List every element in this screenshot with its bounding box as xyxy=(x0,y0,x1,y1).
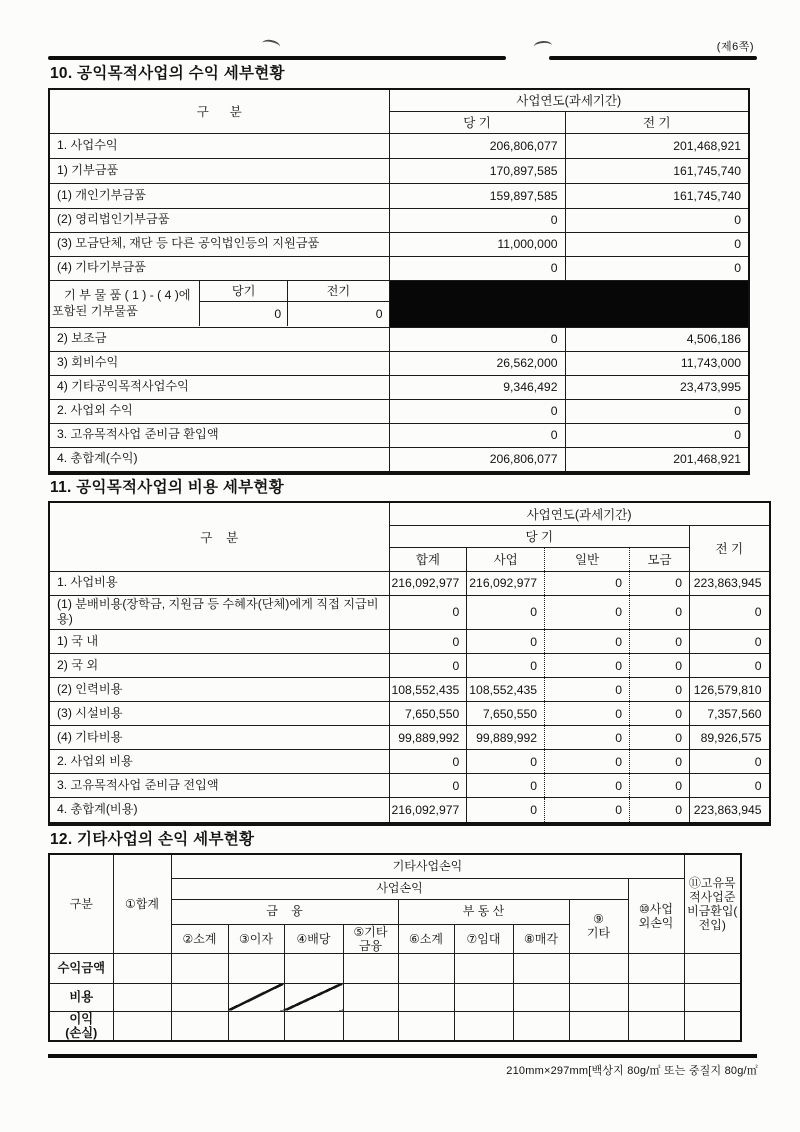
other-line2: 기타 xyxy=(586,926,611,941)
empty-cell xyxy=(284,1011,343,1041)
value-prior: 126,579,810 xyxy=(690,678,770,702)
bottom-rule xyxy=(48,1054,757,1058)
value-total: 108,552,435 xyxy=(389,678,467,702)
scan-mark xyxy=(261,38,281,52)
row-label: (3) 모금단체, 재단 등 다른 공익법인등의 지원금품 xyxy=(49,232,389,256)
value-prior: 7,357,560 xyxy=(690,702,770,726)
col-header-rent: ⑦임대 xyxy=(454,924,513,953)
value-prior: 23,473,995 xyxy=(565,375,749,399)
table-row xyxy=(49,571,770,595)
empty-cell xyxy=(513,983,569,1011)
value-prior: 223,863,945 xyxy=(690,571,770,595)
sub-value-current: 0 xyxy=(274,306,282,321)
col-header-prior: 전 기 xyxy=(690,525,770,571)
other-finance-line2: 금융 xyxy=(358,938,383,953)
table-row xyxy=(49,351,749,375)
empty-cell xyxy=(398,953,454,983)
col-header-business-year: 사업연도(과세기간) xyxy=(389,502,770,525)
empty-cell xyxy=(113,983,171,1011)
table-row xyxy=(49,423,749,447)
row-label: 4. 총합계(수익) xyxy=(49,447,389,473)
table-row xyxy=(49,654,770,678)
header-row xyxy=(49,502,770,525)
col-header-sale: ⑧매각 xyxy=(513,924,569,953)
row-label: 1. 사업비용 xyxy=(49,571,389,595)
donated-goods-label xyxy=(50,281,200,326)
empty-cell xyxy=(454,1011,513,1041)
other-finance-line1: ⑤기타 xyxy=(353,924,388,939)
scan-mark xyxy=(534,40,553,51)
value-prior: 0 xyxy=(690,774,770,798)
row-label: 2. 사업외 수익 xyxy=(49,399,389,423)
value-current: 0 xyxy=(389,256,565,280)
value-prior: 0 xyxy=(690,630,770,654)
row-label: (3) 시설비용 xyxy=(49,702,389,726)
value-business: 0 xyxy=(467,774,545,798)
value-prior: 11,743,000 xyxy=(565,351,749,375)
col-header-dividend: ④배당 xyxy=(284,924,343,953)
nonbusiness-pl-line2: 외손익 xyxy=(638,915,674,930)
value-fundraising: 0 xyxy=(630,678,690,702)
row-label: (2) 영리법인기부금품 xyxy=(49,208,389,232)
value-prior: 0 xyxy=(565,256,749,280)
col-header-general: 일반 xyxy=(545,547,630,571)
other-business-pl-table xyxy=(48,853,742,1042)
empty-cell xyxy=(628,983,684,1011)
value-prior: 201,468,921 xyxy=(565,447,749,473)
value-general: 0 xyxy=(545,702,630,726)
col-header-business: 사업 xyxy=(467,547,545,571)
revenue-detail-table xyxy=(48,88,750,475)
row-label: 1) 기부금품 xyxy=(49,158,389,183)
value-current: 170,897,585 xyxy=(389,158,565,183)
value-total: 216,092,977 xyxy=(389,571,467,595)
value-prior: 0 xyxy=(565,399,749,423)
header-row xyxy=(49,89,749,111)
value-general: 0 xyxy=(545,774,630,798)
empty-cell xyxy=(569,953,628,983)
empty-cell xyxy=(343,1011,398,1041)
donated-goods-cell xyxy=(49,280,389,327)
value-prior: 0 xyxy=(690,654,770,678)
reserve-return-line1: ⑪고유목 xyxy=(688,875,736,890)
reserve-return-line4: 전입) xyxy=(698,918,726,933)
empty-cell xyxy=(569,1011,628,1041)
value-prior: 0 xyxy=(690,595,770,630)
empty-cell xyxy=(684,983,741,1011)
value-fundraising: 0 xyxy=(630,571,690,595)
value-total: 216,092,977 xyxy=(389,798,467,824)
table-row xyxy=(49,774,770,798)
nonbusiness-pl-line1: ⑩사업 xyxy=(639,901,673,916)
col-header-business-year: 사업연도(과세기간) xyxy=(389,89,749,111)
empty-cell xyxy=(684,1011,741,1041)
table-row xyxy=(49,630,770,654)
value-prior: 161,745,740 xyxy=(565,183,749,208)
table-row xyxy=(49,327,749,351)
table-row xyxy=(49,798,770,824)
section10-title: 10. 공익목적사업의 수익 세부현황 xyxy=(50,65,285,82)
empty-cell xyxy=(228,1011,284,1041)
row-label: 1) 국 내 xyxy=(49,630,389,654)
revenue-row xyxy=(49,953,741,983)
value-prior: 161,745,740 xyxy=(565,158,749,183)
value-business: 108,552,435 xyxy=(467,678,545,702)
reserve-return-line3: 비금환입( xyxy=(687,903,738,918)
value-general: 0 xyxy=(545,595,630,630)
col-header-current: 당 기 xyxy=(389,525,690,547)
row-label: 3. 고유목적사업 준비금 환입액 xyxy=(49,423,389,447)
empty-cell xyxy=(628,1011,684,1041)
row-label xyxy=(49,1011,113,1041)
value-total: 0 xyxy=(389,774,467,798)
empty-cell xyxy=(113,953,171,983)
col-header-reserve-return xyxy=(684,854,741,953)
col-header-other-finance xyxy=(343,924,398,953)
expense-detail-table xyxy=(48,501,771,826)
row-label: 1. 사업수익 xyxy=(49,133,389,158)
row-label: 비용 xyxy=(49,983,113,1011)
value-prior: 0 xyxy=(565,232,749,256)
reserve-return-line2: 적사업준 xyxy=(689,889,736,904)
empty-cell xyxy=(513,1011,569,1041)
donated-goods-label-line1: 기 부 물 품 ( 1 ) - ( 4 )에 xyxy=(64,287,191,302)
table-row xyxy=(49,726,770,750)
table-row xyxy=(49,702,770,726)
value-prior: 0 xyxy=(690,750,770,774)
profit-label-line1: 이익 xyxy=(69,1011,94,1026)
value-business: 99,889,992 xyxy=(467,726,545,750)
table-row xyxy=(49,595,770,630)
donated-goods-row xyxy=(49,280,749,327)
row-label: 2. 사업외 비용 xyxy=(49,750,389,774)
profit-row xyxy=(49,1011,741,1041)
table-row xyxy=(49,447,749,473)
value-total: 0 xyxy=(389,595,467,630)
value-general: 0 xyxy=(545,798,630,824)
paper-spec-note: 210mm×297mm[백상지 80g/㎡ 또는 중질지 80g/㎡ xyxy=(506,1065,758,1077)
col-header-realestate-subtotal: ⑥소계 xyxy=(398,924,454,953)
sub-value-prior: 0 xyxy=(288,302,389,326)
col-header-business-pl: 사업손익 xyxy=(171,878,628,899)
value-prior: 89,926,575 xyxy=(690,726,770,750)
empty-cell xyxy=(398,1011,454,1041)
empty-cell xyxy=(171,953,228,983)
value-total: 0 xyxy=(389,654,467,678)
empty-cell xyxy=(343,953,398,983)
row-label: (1) 분배비용(장학금, 지원금 등 수혜자(단체)에게 직접 지급비용) xyxy=(49,595,389,630)
value-business: 7,650,550 xyxy=(467,702,545,726)
col-header-finance: 금 융 xyxy=(171,899,398,924)
empty-cell xyxy=(113,1011,171,1041)
value-current: 206,806,077 xyxy=(389,133,565,158)
top-rule-left xyxy=(48,56,506,60)
value-fundraising: 0 xyxy=(630,774,690,798)
value-general: 0 xyxy=(545,750,630,774)
value-general: 0 xyxy=(545,726,630,750)
row-label: (2) 인력비용 xyxy=(49,678,389,702)
value-general: 0 xyxy=(545,678,630,702)
empty-cell xyxy=(513,953,569,983)
col-header-other xyxy=(569,899,628,953)
value-current: 0 xyxy=(389,327,565,351)
col-header-finance-subtotal: ②소계 xyxy=(171,924,228,953)
empty-cell xyxy=(454,953,513,983)
table-row xyxy=(49,158,749,183)
table-row xyxy=(49,133,749,158)
empty-cell xyxy=(284,953,343,983)
row-label: (1) 개인기부금품 xyxy=(49,183,389,208)
row-label: (4) 기타비용 xyxy=(49,726,389,750)
value-business: 0 xyxy=(467,750,545,774)
value-current: 9,346,492 xyxy=(389,375,565,399)
empty-cell xyxy=(628,953,684,983)
section11-title: 11. 공익목적사업의 비용 세부현황 xyxy=(50,479,284,496)
row-label: 4. 총합계(비용) xyxy=(49,798,389,824)
value-prior: 223,863,945 xyxy=(690,798,770,824)
col-header-realestate: 부 동 산 xyxy=(398,899,569,924)
empty-cell xyxy=(684,953,741,983)
table-row xyxy=(49,208,749,232)
value-general: 0 xyxy=(545,654,630,678)
value-general: 0 xyxy=(545,630,630,654)
value-prior: 0 xyxy=(565,208,749,232)
value-current: 11,000,000 xyxy=(389,232,565,256)
value-prior: 4,506,186 xyxy=(565,327,749,351)
value-business: 0 xyxy=(467,630,545,654)
empty-cell xyxy=(569,983,628,1011)
value-total: 99,889,992 xyxy=(389,726,467,750)
top-rule-right xyxy=(549,56,757,60)
table-row xyxy=(49,678,770,702)
value-current: 26,562,000 xyxy=(389,351,565,375)
other-line1: ⑨ xyxy=(593,912,604,926)
col-header-current: 당 기 xyxy=(389,111,565,133)
row-label: 수익금액 xyxy=(49,953,113,983)
crossed-out-cell xyxy=(284,983,343,1011)
value-prior: 0 xyxy=(565,423,749,447)
redacted-block xyxy=(389,280,749,327)
page-number: (제6쪽) xyxy=(716,41,754,53)
col-header-total: 합계 xyxy=(389,547,467,571)
value-fundraising: 0 xyxy=(630,702,690,726)
col-header-category: 구 분 xyxy=(49,502,389,571)
value-fundraising: 0 xyxy=(630,654,690,678)
section12-title: 12. 기타사업의 손익 세부현황 xyxy=(50,831,255,848)
empty-cell xyxy=(171,983,228,1011)
donated-goods-subtable xyxy=(200,281,389,326)
col-header-category: 구분 xyxy=(49,854,113,953)
header-row xyxy=(49,854,741,878)
value-total: 7,650,550 xyxy=(389,702,467,726)
value-fundraising: 0 xyxy=(630,595,690,630)
value-current: 206,806,077 xyxy=(389,447,565,473)
value-fundraising: 0 xyxy=(630,630,690,654)
value-prior: 201,468,921 xyxy=(565,133,749,158)
sub-header-current: 당기 xyxy=(200,281,288,302)
col-header-total: ①합계 xyxy=(113,854,171,953)
row-label: 3) 회비수익 xyxy=(49,351,389,375)
sub-header-prior: 전기 xyxy=(288,281,389,302)
empty-cell xyxy=(228,953,284,983)
empty-cell xyxy=(454,983,513,1011)
col-header-category: 구 분 xyxy=(49,89,389,133)
col-header-nonbusiness-pl xyxy=(628,878,684,953)
table-row xyxy=(49,399,749,423)
value-business: 0 xyxy=(467,654,545,678)
col-header-interest: ③이자 xyxy=(228,924,284,953)
value-business: 0 xyxy=(467,595,545,630)
value-general: 0 xyxy=(545,571,630,595)
value-current: 0 xyxy=(389,423,565,447)
col-header-prior: 전 기 xyxy=(565,111,749,133)
empty-cell xyxy=(398,983,454,1011)
row-label: 2) 국 외 xyxy=(49,654,389,678)
row-label: 3. 고유목적사업 준비금 전입액 xyxy=(49,774,389,798)
table-row xyxy=(49,375,749,399)
table-row xyxy=(49,256,749,280)
row-label: (4) 기타기부금품 xyxy=(49,256,389,280)
profit-label-line2: (손실) xyxy=(65,1025,98,1040)
empty-cell xyxy=(343,983,398,1011)
expense-row xyxy=(49,983,741,1011)
col-header-other-business-pl: 기타사업손익 xyxy=(171,854,684,878)
value-current: 0 xyxy=(389,208,565,232)
row-label: 2) 보조금 xyxy=(49,327,389,351)
empty-cell xyxy=(171,1011,228,1041)
col-header-fundraising: 모금 xyxy=(630,547,690,571)
row-label: 4) 기타공익목적사업수익 xyxy=(49,375,389,399)
value-fundraising: 0 xyxy=(630,726,690,750)
table-row xyxy=(49,183,749,208)
value-current: 159,897,585 xyxy=(389,183,565,208)
value-total: 0 xyxy=(389,750,467,774)
donated-goods-label-line2: 포함된 기부물품 xyxy=(52,303,138,318)
table-row xyxy=(49,232,749,256)
value-fundraising: 0 xyxy=(630,798,690,824)
value-current: 0 xyxy=(389,399,565,423)
table-row xyxy=(49,750,770,774)
value-business: 216,092,977 xyxy=(467,571,545,595)
value-total: 0 xyxy=(389,630,467,654)
value-business: 0 xyxy=(467,798,545,824)
crossed-out-cell xyxy=(228,983,284,1011)
value-fundraising: 0 xyxy=(630,750,690,774)
